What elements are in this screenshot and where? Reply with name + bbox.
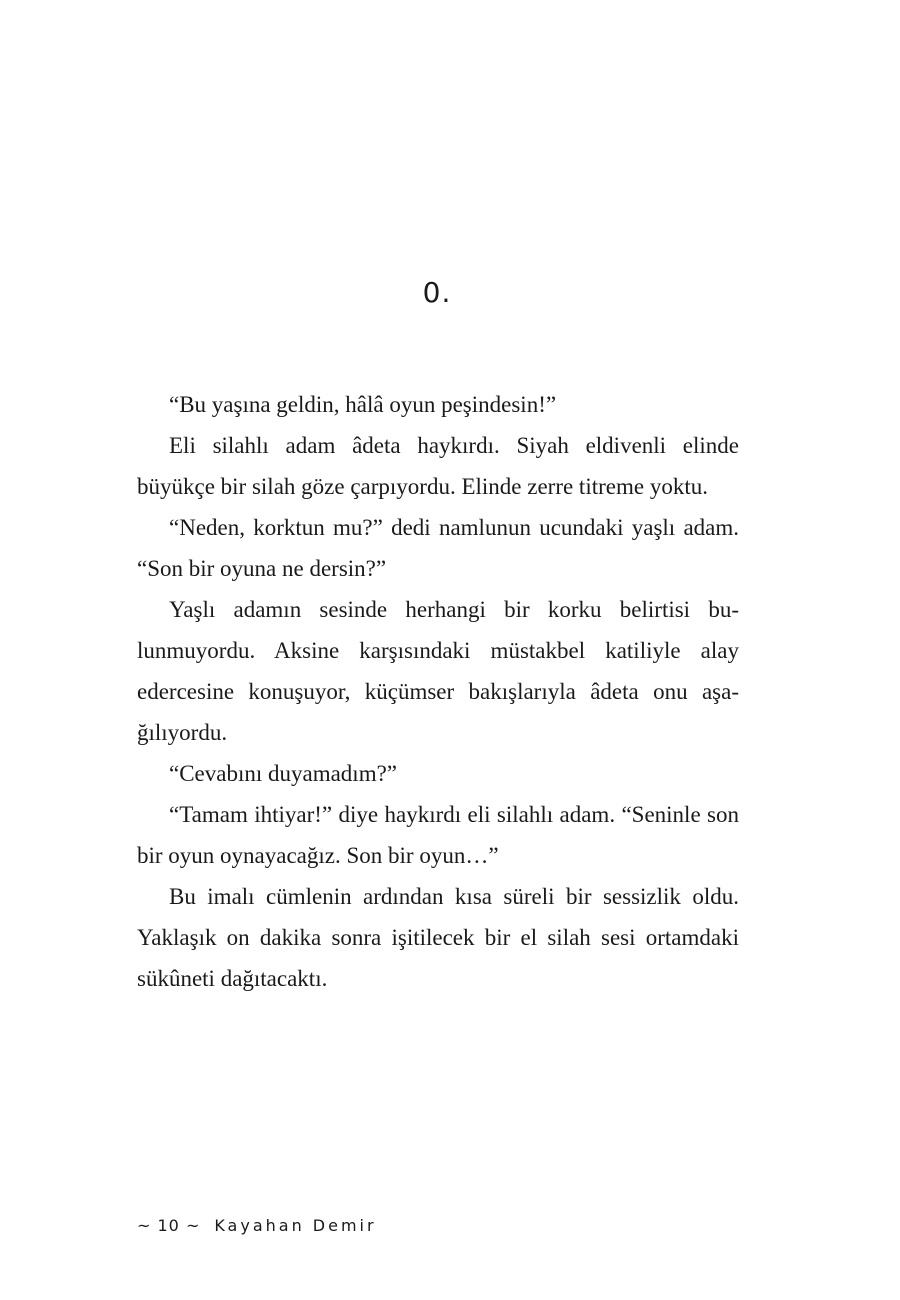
paragraph: Bu imalı cümlenin ardından kısa süreli bir sessizlik oldu. Yaklaşık on dakika sonra işitilecek bir el silah sesi ortamdaki sükûneti dağıtacaktı. (137, 884, 739, 991)
paragraph: Yaşlı adamın sesinde herhangi bir korku belirtisi bulunmuyordu. Aksine karşısındaki müstakbel katiliyle alay edercesine konuşuyor, küçümser bakışlarıyla âdeta onu aşağılıyordu. (137, 597, 739, 745)
page-footer (137, 1216, 377, 1235)
page-number: ~ 10 ~ (137, 1216, 201, 1235)
paragraph: Eli silahlı adam âdeta haykırdı. Siyah eldivenli elinde büyükçe bir silah göze çarpıyordu. Elinde zerre titreme yoktu. (137, 433, 739, 499)
paragraph: “Tamam ihtiyar!” diye haykırdı eli silahlı adam. “Seninle son bir oyun oynayacağız. Son bir oyun…” (137, 802, 739, 868)
chapter-body (137, 384, 739, 999)
paragraph: “Neden, korktun mu?” dedi namlunun ucundaki yaşlı adam. “Son bir oyuna ne dersin?” (137, 515, 739, 581)
author-name: Kayahan Demir (214, 1216, 377, 1235)
paragraph: “Bu yaşına geldin, hâlâ oyun peşindesin!” (169, 392, 557, 417)
chapter-title: 0. (422, 276, 452, 309)
paragraph: “Cevabını duyamadım?” (169, 761, 398, 786)
